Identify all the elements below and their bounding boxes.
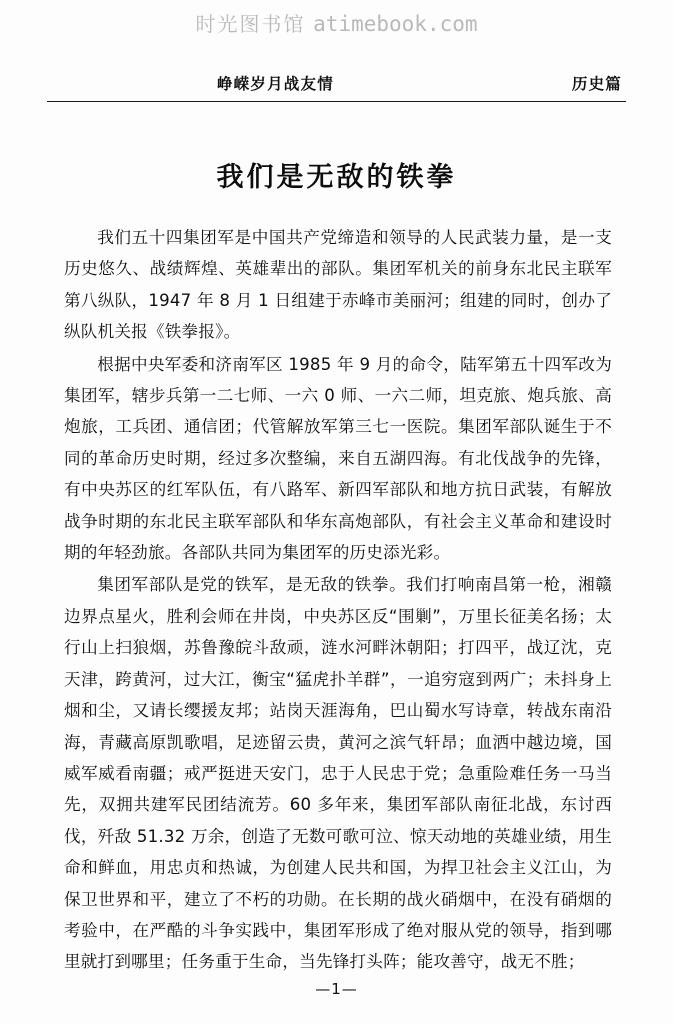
watermark-cn: 时光图书馆 [195,12,306,36]
paragraph: 我们五十四集团军是中国共产党缔造和领导的人民武装力量，是一支历史悠久、战绩辉煌、英雄辈出的部队。集团军机关的前身东北民主联军第八纵队，1947 年 8 月 1 日组建于赤峰市美丽河；组建的同时，创办了纵队机关报《铁拳报》。 [64,228,612,342]
page-number: —1— [315,980,358,998]
header-section-title: 历史篇 [571,75,622,93]
article-body [64,222,612,979]
article-title: 我们是无敌的铁拳 [216,162,457,193]
header-divider [47,101,626,102]
site-watermark [0,8,673,37]
paragraph: 集团军部队是党的铁军，是无敌的铁拳。我们打响南昌第一枪，湘赣边界点星火，胜利会师在井岗，中央苏区反“围剿”，万里长征美名扬；太行山上扫狼烟，苏鲁豫皖斗敌顽，涟水河畔沐朝阳；打四平，战辽沈，克天津，跨黄河，过大江，衡宝“猛虎扑羊群”，一追穷寇到两广；未抖身上烟和尘，又请长缨援友邦；站岗天涯海角，巴山蜀水写诗章，转战东南沿海，青藏高原凯歌唱，足迹留云贵，黄河之滨气轩昂；血洒中越边境，国威军威看南疆；戒严挺进天安门，忠于人民忠于党；急重险难任务一马当先，双拥共建军民团结流芳。60 多年来，集团军部队南征北战，东讨西伐，歼敌 51.32 万余，创造了无数可歌可泣、惊天动地的英雄业绩，用生命和鲜血，用忠贞和热诚，为创建人民共和国，为捍卫社会主义江山，为保卫世界和平，建立了不朽的功勋。在长期的战火硝烟中，在没有硝烟的考验中，在严酷的斗争实践中，集团军形成了绝对服从党的领导，指到哪里就打到哪里；任务重于生命，当先锋打头阵；能攻善守，战无不胜； [64,575,612,972]
running-header [47,72,626,102]
paragraph: 根据中央军委和济南军区 1985 年 9 月的命令，陆军第五十四军改为集团军，辖步兵第一二七师、一六 0 师、一六二师，坦克旅、炮兵旅、高炮旅，工兵团、通信团；代管解放军第三七一医院。集团军部队诞生于不同的革命历史时期，经过多次整编，来自五湖四海。有北伐战争的先锋，有中央苏区的红军队伍，有八路军、新四军部队和地方抗日武装，有解放战争时期的东北民主联军部队和华东高炮部队，有社会主义革命和建设时期的年轻劲旅。各部队共同为集团军的历史添光彩。 [64,354,612,563]
watermark-en: atimebook.com [313,12,478,36]
header-book-title: 峥嵘岁月战友情 [217,75,334,93]
